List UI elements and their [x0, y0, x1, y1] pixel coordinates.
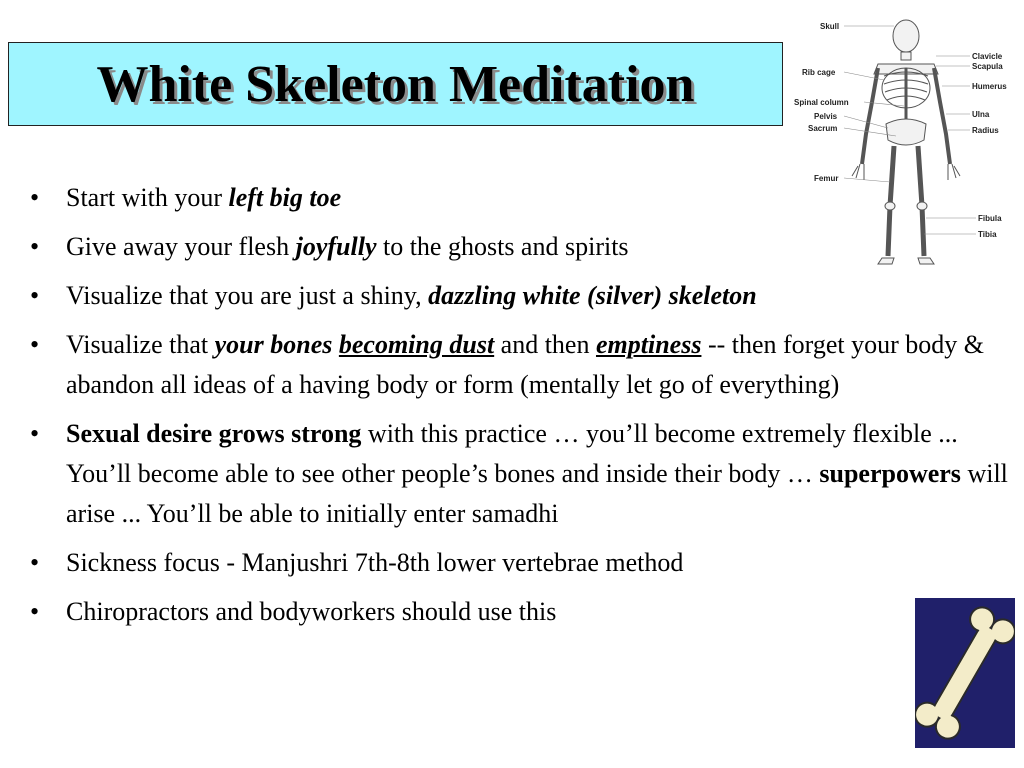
list-item	[30, 325, 1024, 405]
skeleton-label: Clavicle	[972, 52, 1003, 61]
skeleton-label: Tibia	[978, 230, 997, 239]
skeleton-label: Ulna	[972, 110, 990, 119]
list-item	[30, 227, 901, 267]
list-item	[30, 414, 1024, 534]
bone-icon	[915, 598, 1015, 748]
bullet-emphasis: joyfully	[295, 232, 377, 261]
bullet-emphasis: your bones	[214, 330, 333, 359]
bullet-text: Sickness focus - Manjushri 7th-8th lower vertebrae method	[66, 548, 684, 577]
bullet-text: Visualize that	[66, 330, 215, 359]
skeleton-label: Pelvis	[814, 112, 838, 121]
bullet-text: Give away your flesh	[66, 232, 296, 261]
bullet-text: will arise ... You’ll be able to initially enter samadhi	[66, 459, 1008, 528]
skeleton-label: Fibula	[978, 214, 1002, 223]
bullet-text: to the ghosts and spirits	[376, 232, 629, 261]
list-item	[30, 543, 901, 583]
skeleton-label: Femur	[814, 174, 839, 183]
bone-clipart	[915, 598, 1015, 748]
bullet-emphasis-underlined: becoming dust	[338, 330, 495, 359]
bullet-list	[30, 178, 1020, 641]
skeleton-label: Radius	[972, 126, 999, 135]
bullet-emphasis: dazzling white (silver) skeleton	[428, 281, 757, 310]
skeleton-label: Humerus	[972, 82, 1007, 91]
skeleton-label: Scapula	[972, 62, 1003, 71]
bullet-bold: superpowers	[819, 459, 961, 488]
bullet-text: Chiropractors and bodyworkers should use this	[66, 597, 557, 626]
bullet-bold: Sexual desire grows strong	[66, 419, 362, 448]
bullet-text: with this practice … you’ll become extremely flexible ... You’ll become able to see other people’s bones and inside their body …	[66, 419, 958, 488]
bullet-text: Visualize that you are just a shiny,	[66, 281, 429, 310]
bullet-text: and then	[494, 330, 596, 359]
skeleton-label: Skull	[820, 22, 840, 31]
title-box	[8, 42, 783, 126]
list-item	[30, 276, 1020, 316]
slide-title: White Skeleton Meditation	[96, 55, 695, 113]
list-item	[30, 592, 901, 632]
skeleton-label: Rib cage	[802, 68, 836, 77]
skeleton-labels-left	[794, 22, 849, 183]
skeleton-label: Sacrum	[808, 124, 838, 133]
skeleton-label: Spinal column	[794, 98, 849, 107]
bullet-text: Start with your	[66, 183, 229, 212]
bullet-emphasis: left big toe	[228, 183, 342, 212]
bullet-text: -- then forget your body & abandon all ideas of a having body or form (mentally let go of everything)	[66, 330, 985, 399]
bullet-emphasis-underlined: emptiness	[595, 330, 702, 359]
list-item	[30, 178, 1020, 218]
